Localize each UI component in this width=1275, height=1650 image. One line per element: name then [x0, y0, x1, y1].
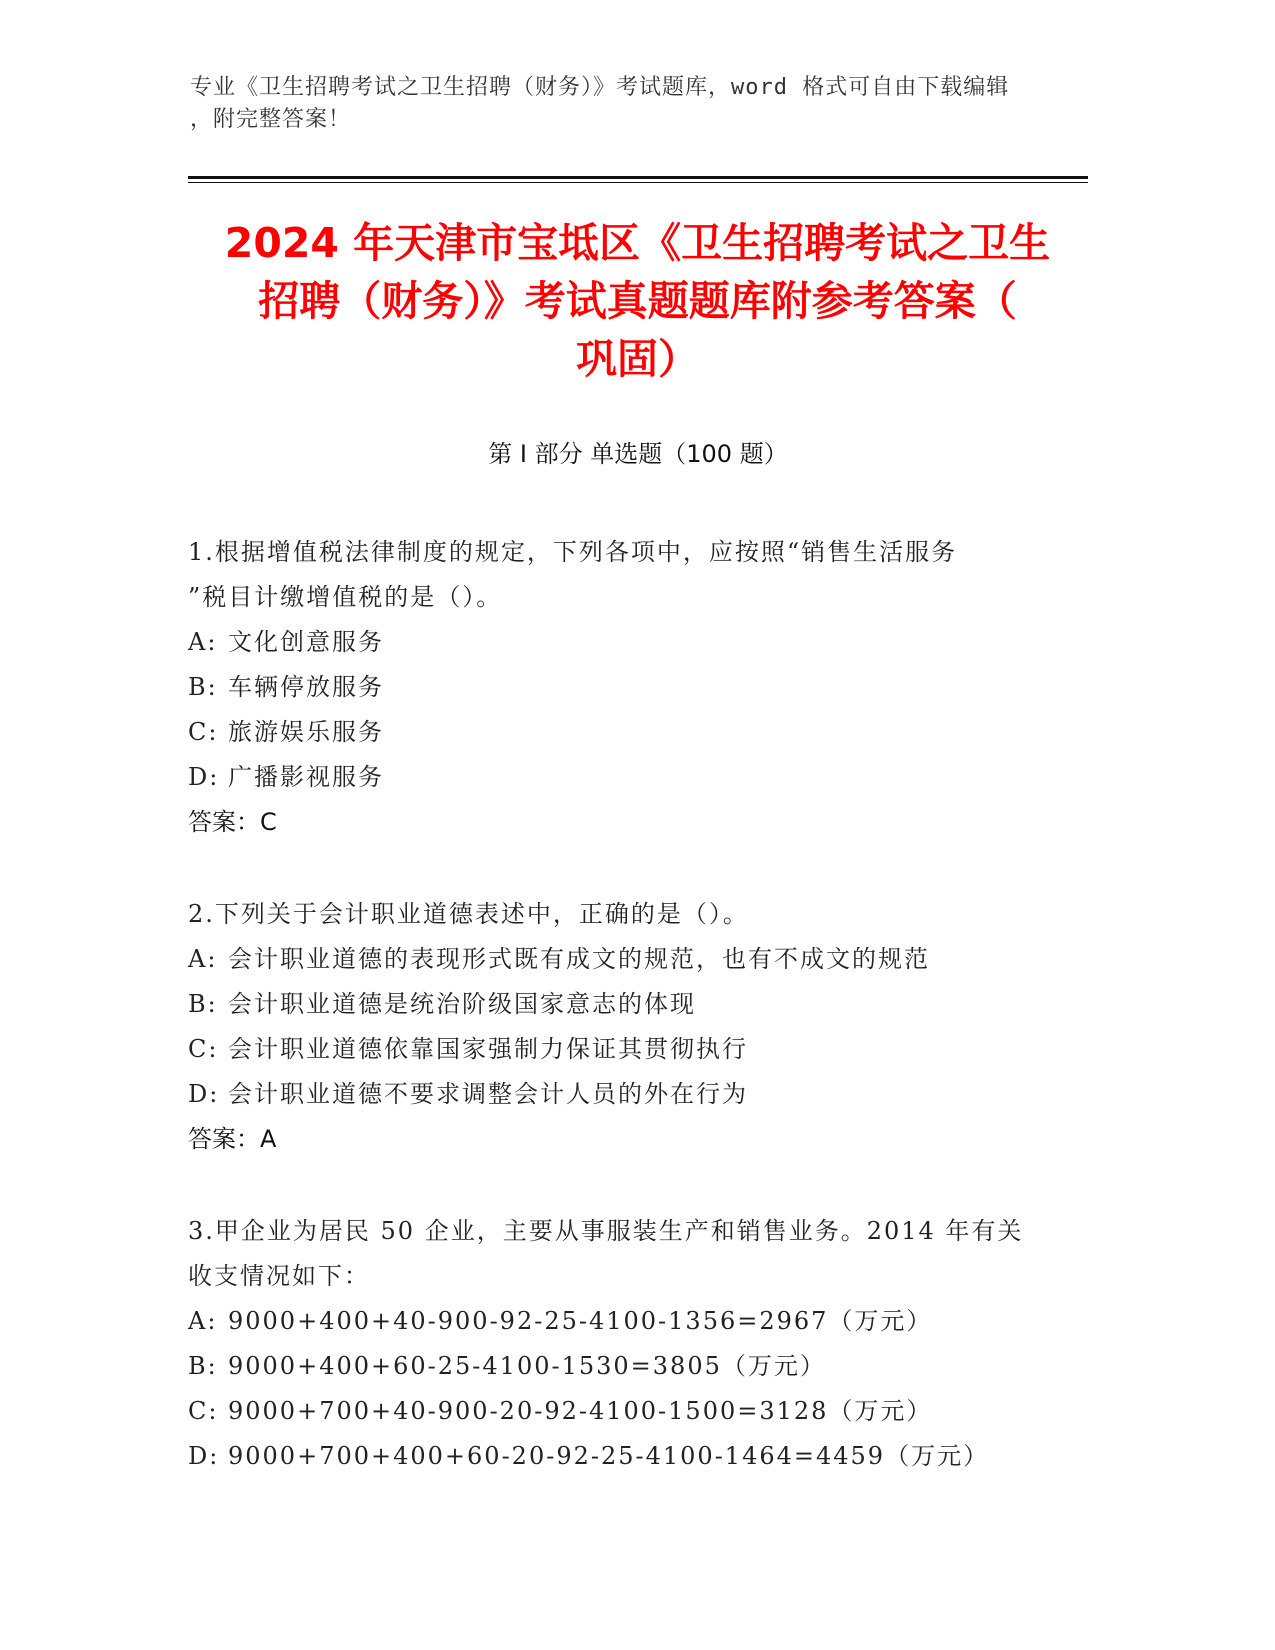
option-c: [188, 1027, 1088, 1072]
option-letter: D:: [188, 1442, 220, 1470]
option-a: [188, 620, 1088, 665]
option-a: [188, 937, 1088, 982]
option-d: [188, 1434, 1088, 1479]
header-divider-thin: [188, 182, 1088, 183]
option-c: [188, 1389, 1088, 1434]
option-letter: A:: [188, 945, 218, 973]
document-title-line-1: 2024 年天津市宝坻区《卫生招聘考试之卫生: [224, 219, 1051, 267]
option-text: 会计职业道德是统治阶级国家意志的体现: [228, 990, 696, 1018]
question-stem: 1.根据增值税法律制度的规定，下列各项中，应按照“销售生活服务: [188, 538, 958, 566]
answer: 答案：C: [188, 808, 277, 836]
option-d: [188, 1072, 1088, 1117]
option-text: 广播影视服务: [228, 763, 384, 791]
header-note: [190, 72, 1070, 136]
option-letter: B:: [188, 673, 218, 701]
option-letter: C:: [188, 1035, 219, 1063]
option-letter: B:: [188, 990, 218, 1018]
option-text: 9000+400+40-900-92-25-4100-1356=2967（万元）: [228, 1307, 933, 1335]
option-text: 9000+700+40-900-20-92-4100-1500=3128（万元）: [228, 1397, 933, 1425]
option-b: [188, 665, 1088, 710]
question-list: [188, 530, 1088, 1526]
question-stem-continued: 收支情况如下：: [188, 1262, 370, 1290]
question-3: [188, 1209, 1088, 1479]
option-text: 车辆停放服务: [228, 673, 384, 701]
option-c: [188, 710, 1088, 755]
option-letter: B:: [188, 1352, 218, 1380]
option-text: 旅游娱乐服务: [228, 718, 384, 746]
question-stem: 2.下列关于会计职业道德表述中，正确的是（）。: [188, 900, 749, 928]
document-title-line-2: 招聘（财务）》考试真题题库附参考答案（: [258, 277, 1017, 325]
option-text: 会计职业道德不要求调整会计人员的外在行为: [228, 1080, 748, 1108]
option-letter: C:: [188, 718, 219, 746]
option-text: 会计职业道德依靠国家强制力保证其贯彻执行: [228, 1035, 748, 1063]
option-letter: D:: [188, 1080, 220, 1108]
question-stem-continued: ”税目计缴增值税的是（）。: [188, 583, 503, 611]
option-text: 9000+400+60-25-4100-1530=3805（万元）: [228, 1352, 826, 1380]
option-a: [188, 1299, 1088, 1344]
document-title-line-3: 巩固）: [576, 335, 699, 383]
answer: 答案：A: [188, 1125, 277, 1153]
header-divider-thick: [188, 176, 1088, 179]
question-stem: 3.甲企业为居民 50 企业，主要从事服装生产和销售业务。2014 年有关: [188, 1217, 1024, 1245]
header-note-line-2: ，附完整答案！: [190, 107, 352, 132]
option-letter: C:: [188, 1397, 219, 1425]
option-text: 文化创意服务: [228, 628, 384, 656]
section-title: 第 I 部分 单选题（100 题）: [488, 440, 788, 468]
option-b: [188, 1344, 1088, 1389]
option-text: 9000+700+400+60-20-92-25-4100-1464=4459（万元）: [228, 1442, 990, 1470]
option-letter: A:: [188, 1307, 218, 1335]
option-b: [188, 982, 1088, 1027]
question-2: [188, 892, 1088, 1162]
option-letter: D:: [188, 763, 220, 791]
document-title: [160, 214, 1115, 388]
option-text: 会计职业道德的表现形式既有成文的规范，也有不成文的规范: [228, 945, 930, 973]
option-letter: A:: [188, 628, 218, 656]
option-d: [188, 755, 1088, 800]
header-note-line-1: 专业《卫生招聘考试之卫生招聘（财务）》考试题库，word 格式可自由下载编辑: [190, 75, 1010, 100]
question-1: [188, 530, 1088, 845]
